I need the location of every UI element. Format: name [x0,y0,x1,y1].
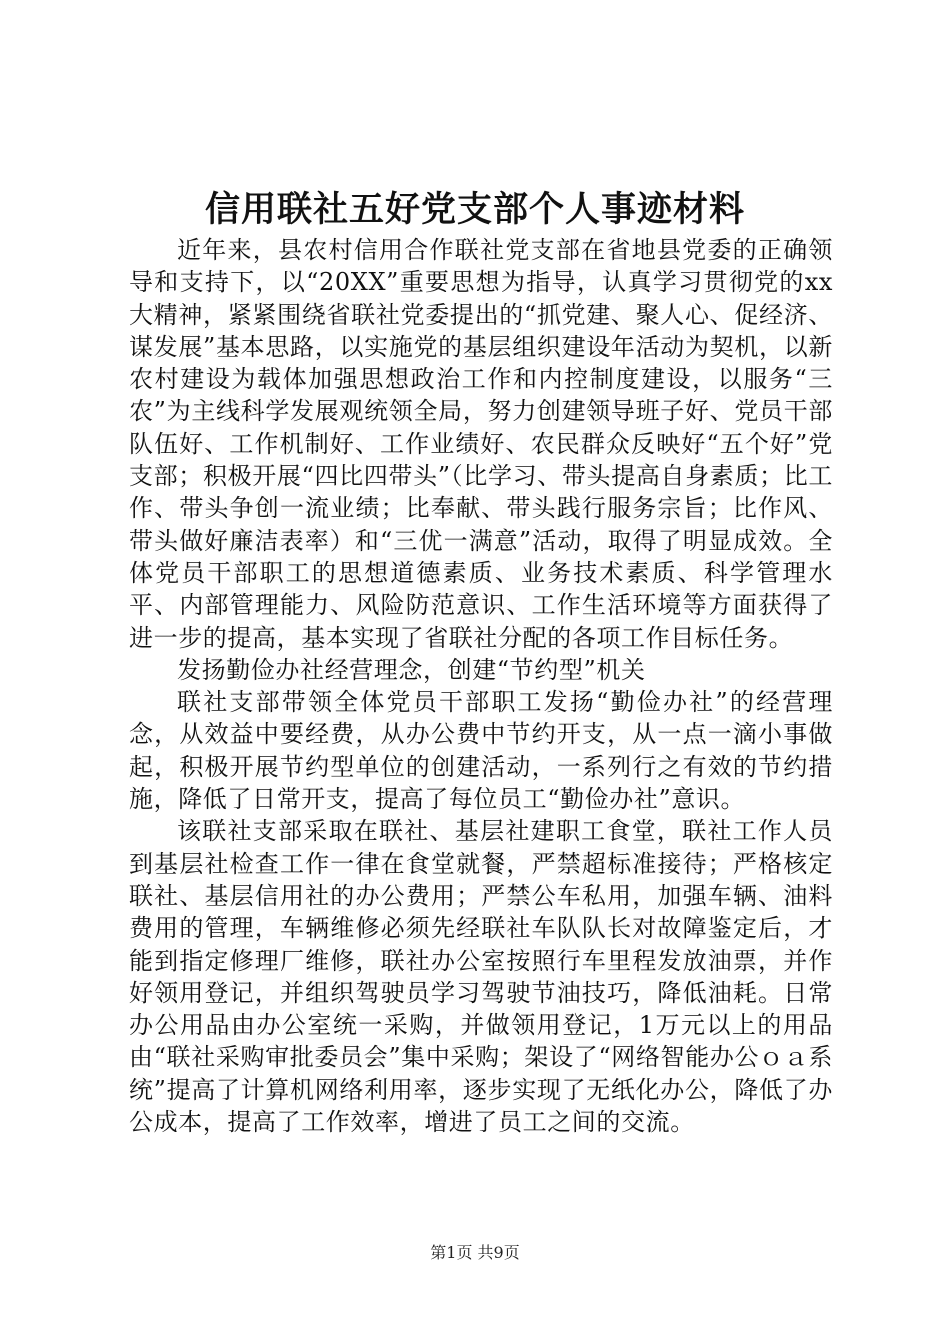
document-title: 信用联社五好党支部个人事迹材料 [204,189,745,230]
section-heading: 发扬勤俭办社经营理念，创建“节约型”机关 [177,655,646,684]
paragraph-thrift: 联社支部带领全体党员干部职工发扬“勤俭办社”的经营理念，从效益中要经费，从办公费中节约开支，从一点一滴小事做起，积极开展节约型单位的创建活动，一系列行之有效的节约措施，降低了日常开支，提高了每位员工“勤俭办社”意识。 [129,688,833,814]
page-number-footer: 第1页 共9页 [430,1243,520,1262]
document-body [129,234,833,1138]
paragraph-measures: 该联社支部采取在联社、基层社建职工食堂，联社工作人员到基层社检查工作一律在食堂就餐，严禁超标准接待；严格核定联社、基层信用社的办公费用；严禁公车私用，加强车辆、油料费用的管理，车辆维修必须先经联社车队队长对故障鉴定后，才能到指定修理厂维修，联社办公室按照行车里程发放油票，并作好领用登记，并组织驾驶员学习驾驶节油技巧，降低油耗。日常办公用品由办公室统一采购，并做领用登记，1万元以上的用品由“联社采购审批委员会”集中采购；架设了“网络智能办公ｏａ系统”提高了计算机网络利用率，逐步实现了无纸化办公，降低了办公成本，提高了工作效率，增进了员工之间的交流。 [129,817,833,1137]
paragraph-intro: 近年来，县农村信用合作联社党支部在省地县党委的正确领导和支持下，以“20XX”重要思想为指导，认真学习贯彻党的xx大精神，紧紧围绕省联社党委提出的“抓党建、聚人心、促经济、谋发展”基本思路，以实施党的基层组织建设年活动为契机，以新农村建设为载体加强思想政治工作和内控制度建设，以服务“三农”为主线科学发展观统领全局，努力创建领导班子好、党员干部队伍好、工作机制好、工作业绩好、农民群众反映好“五个好”党支部；积极开展“四比四带头”（比学习、带头提高自身素质；比工作、带头争创一流业绩；比奉献、带头践行服务宗旨；比作风、带头做好廉洁表率）和“三优一满意”活动，取得了明显成效。全体党员干部职工的思想道德素质、业务技术素质、科学管理水平、内部管理能力、风险防范意识、工作生活环境等方面获得了进一步的提高，基本实现了省联社分配的各项工作目标任务。 [129,236,833,652]
